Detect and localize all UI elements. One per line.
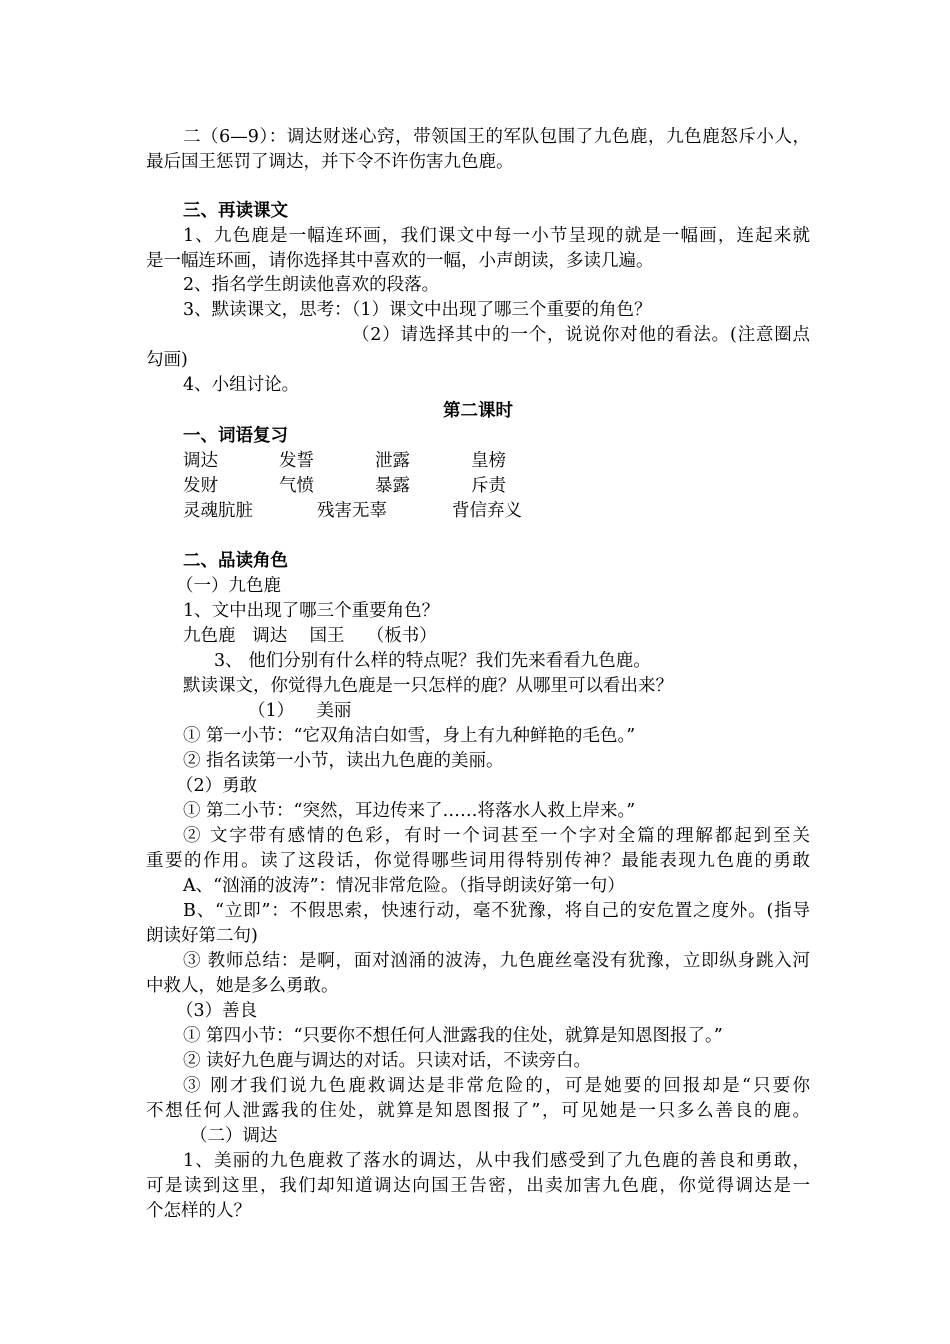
paragraph-line: ① 第四小节：“只要你不想任何人泄露我的住处，就算是知恩图报了。” [183,1026,723,1046]
paragraph-line: 个怎样的人？ [146,1201,251,1221]
paragraph-line: （2）请选择其中的一个，说说你对他的看法。(注意圈点 [352,325,810,345]
vocab-word: 皇榜 [471,451,506,471]
paragraph-line: 1、美丽的九色鹿救了落水的调达，从中我们感受到了九色鹿的善良和勇敢， [183,1151,810,1171]
vocab-word: 发财 [183,476,218,496]
paragraph-line: 中救人，她是多么勇敢。 [146,976,339,996]
paragraph-line: 可是读到这里，我们却知道调达向国王告密，出卖加害九色鹿，你觉得调达是一 [146,1176,810,1196]
vocab-idiom: 残害无辜 [317,501,387,521]
paragraph-line: 朗读好第二句) [146,926,258,946]
summary-line: 二（6—9）：调达财迷心窍，带领国王的军队包围了九色鹿，九色鹿怒斥小人， [183,127,810,147]
paragraph-line: 1、文中出现了哪三个重要角色？ [183,601,440,621]
paragraph-line: 重要的作用。读了这段话，你觉得哪些词用得特别传神？最能表现九色鹿的勇敢 [146,851,810,871]
vocab-word: 斥责 [471,476,506,496]
subsection-heading: （3）善良 [176,1001,258,1021]
vocab-word: 暴露 [375,476,410,496]
subsection-heading: （1） 美丽 [248,701,352,721]
section-heading-roles: 二、品读角色 [183,551,288,571]
subsection-heading: （二）调达 [190,1126,278,1146]
subsection-heading: （一）九色鹿 [176,576,281,596]
paragraph-line: 2、指名学生朗读他喜欢的段落。 [183,275,440,295]
section-heading-vocab: 一、词语复习 [183,426,288,446]
paragraph-line: ② 读好九色鹿与调达的对话。只读对话，不读旁白。 [183,1051,592,1071]
vocab-word: 气愤 [279,476,314,496]
subsection-heading: （2）勇敢 [176,776,258,796]
paragraph-line: 不想任何人泄露我的住处，就算是知恩图报了”，可见她是一只多么善良的鹿。 [146,1101,810,1121]
paragraph-line: 1、九色鹿是一幅连环画，我们课文中每一小节呈现的就是一幅画，连起来就 [183,226,810,246]
paragraph-line: ③ 教师总结：是啊，面对汹涌的波涛，九色鹿丝毫没有犹豫，立即纵身跳入河 [183,951,810,971]
paragraph-line: B、“立即”：不假思索，快速行动，毫不犹豫，将自己的安危置之度外。(指导 [183,901,810,921]
section-heading-reread: 三、再读课文 [183,201,288,221]
paragraph-line: 默读课文，你觉得九色鹿是一只怎样的鹿？从哪里可以看出来？ [183,676,673,696]
lesson-title: 第二课时 [443,401,513,421]
paragraph-line: A、“汹涌的波涛”：情况非常危险。（指导朗读好第一句） [183,876,625,896]
vocab-idiom: 灵魂肮脏 [183,501,253,521]
board-writing: 九色鹿 调达 国王 （板书） [183,626,437,646]
paragraph-line: ② 指名读第一小节，读出九色鹿的美丽。 [183,751,504,771]
summary-line: 最后国王惩罚了调达，并下令不许伤害九色鹿。 [146,152,514,172]
paragraph-line: 3、默读课文，思考：（1）课文中出现了哪三个重要的角色？ [183,300,652,320]
vocab-word: 调达 [183,451,218,471]
paragraph-line: 勾画) [146,350,188,370]
vocab-word: 泄露 [375,451,410,471]
vocab-word: 发誓 [279,451,314,471]
paragraph-line: ③ 刚才我们说九色鹿救调达是非常危险的，可是她要的回报却是“只要你 [183,1076,810,1096]
paragraph-line: 是一幅连环画，请你选择其中喜欢的一幅，小声朗读，多读几遍。 [146,251,654,271]
paragraph-line: ② 文字带有感情的色彩，有时一个词甚至一个字对全篇的理解都起到至关 [183,826,810,846]
paragraph-line: 3、 他们分别有什么样的特点呢？我们先来看看九色鹿。 [214,651,651,671]
paragraph-line: ① 第一小节：“它双角洁白如雪，身上有九种鲜艳的毛色。” [183,726,636,746]
paragraph-line: ① 第二小节：“突然，耳边传来了……将落水人救上岸来。” [183,801,636,821]
paragraph-line: 4、小组讨论。 [183,375,300,395]
vocab-idiom: 背信弃义 [452,501,522,521]
